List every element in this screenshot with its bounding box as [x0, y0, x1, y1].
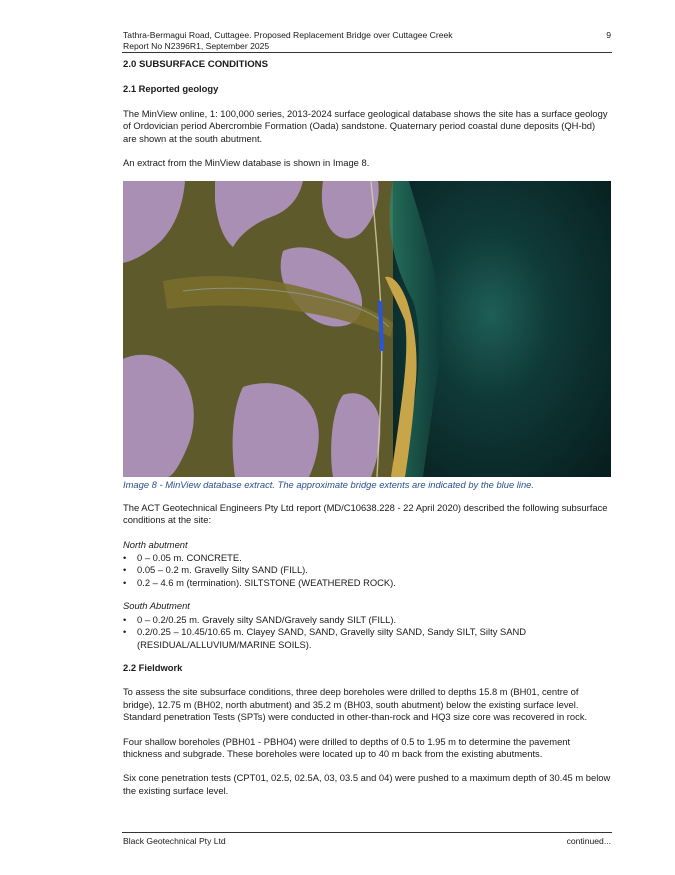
north-abutment-list: [123, 552, 611, 589]
minview-map-image: [123, 181, 611, 477]
fieldwork-paragraph-3: Six cone penetration tests (CPT01, 02.5, 02.5A, 03, 03.5 and 04) were pushed to a maximum depth of 30.45 m below the existing surface level.: [123, 772, 611, 796]
south-abutment-label: South Abutment: [123, 600, 190, 612]
fieldwork-paragraph-1: To assess the site subsurface conditions, three deep boreholes were drilled to depths 15.8 m (BH01, centre of bridge), 12.75 m (BH02, north abutment) and 35.2 m (BH03, south abutment) below the existing surface level. Standard penetration Tests (SPTs) were conducted in other-than-rock and HQ3 size core was recovered in rock.: [123, 686, 588, 723]
fieldwork-heading: 2.2 Fieldwork: [123, 661, 183, 673]
footer-continued: continued...: [566, 836, 611, 846]
geology-heading: 2.1 Reported geology: [123, 83, 219, 95]
page-footer: [123, 836, 611, 846]
list-item: • 0 – 0.05 m. CONCRETE.: [123, 552, 611, 564]
main-content: [123, 59, 611, 809]
list-item: • 0.2 – 4.6 m (termination). SILTSTONE (WEATHERED ROCK).: [123, 577, 611, 589]
footer-company: Black Geotechnical Pty Ltd: [123, 836, 226, 846]
south-abutment-list: [123, 614, 611, 651]
siltstone-unit-se: [331, 394, 380, 478]
geology-map: [123, 181, 611, 477]
list-item: • 0.2/0.25 – 10.45/10.65 m. Clayey SAND, SAND, Gravelly silty SAND, Sandy SILT, Silty SAND (RESIDUAL/ALLUVIUM/MARINE SOILS).: [123, 626, 611, 651]
geology-paragraph-1: The MinView online, 1: 100,000 series, 2013-2024 surface geological database shows the site has a surface geology of Ordovician period Abercrombie Formation (Oada) sandstone. Quaternary period coastal dune deposits (QH-bd) are shown at the south abutment.: [123, 107, 608, 144]
bridge-extent-line: [380, 301, 382, 351]
footer-divider: [122, 832, 612, 833]
north-abutment-label: North abutment: [123, 538, 188, 550]
list-item: • 0 – 0.2/0.25 m. Gravely silty SAND/Gravely sandy SILT (FILL).: [123, 614, 611, 626]
report-number: Report No N2396R1, September 2025: [123, 41, 270, 51]
page-header: [123, 30, 611, 52]
header-title: Tathra-Bermagui Road, Cuttagee. Proposed Replacement Bridge over Cuttagee Creek: [123, 30, 453, 40]
section-heading: 2.0 SUBSURFACE CONDITIONS: [123, 59, 268, 70]
geology-paragraph-3: The ACT Geotechnical Engineers Pty Ltd report (MD/C10638.228 - 22 April 2020) described the following subsurface conditions at the site:: [123, 501, 608, 526]
geology-paragraph-2: An extract from the MinView database is shown in Image 8.: [123, 157, 370, 169]
list-item: • 0.05 – 0.2 m. Gravelly Silty SAND (FILL).: [123, 564, 611, 576]
figure-caption: Image 8 - MinView database extract. The approximate bridge extents are indicated by the blue line.: [123, 479, 534, 491]
fieldwork-paragraph-2: Four shallow boreholes (PBH01 - PBH04) were drilled to depths of 0.5 to 1.95 m to determine the pavement thickness and subgrade. These boreholes were located up to 40 m back from the existing abutments.: [123, 735, 571, 759]
header-divider: [122, 52, 612, 53]
page-number: 9: [606, 30, 611, 40]
